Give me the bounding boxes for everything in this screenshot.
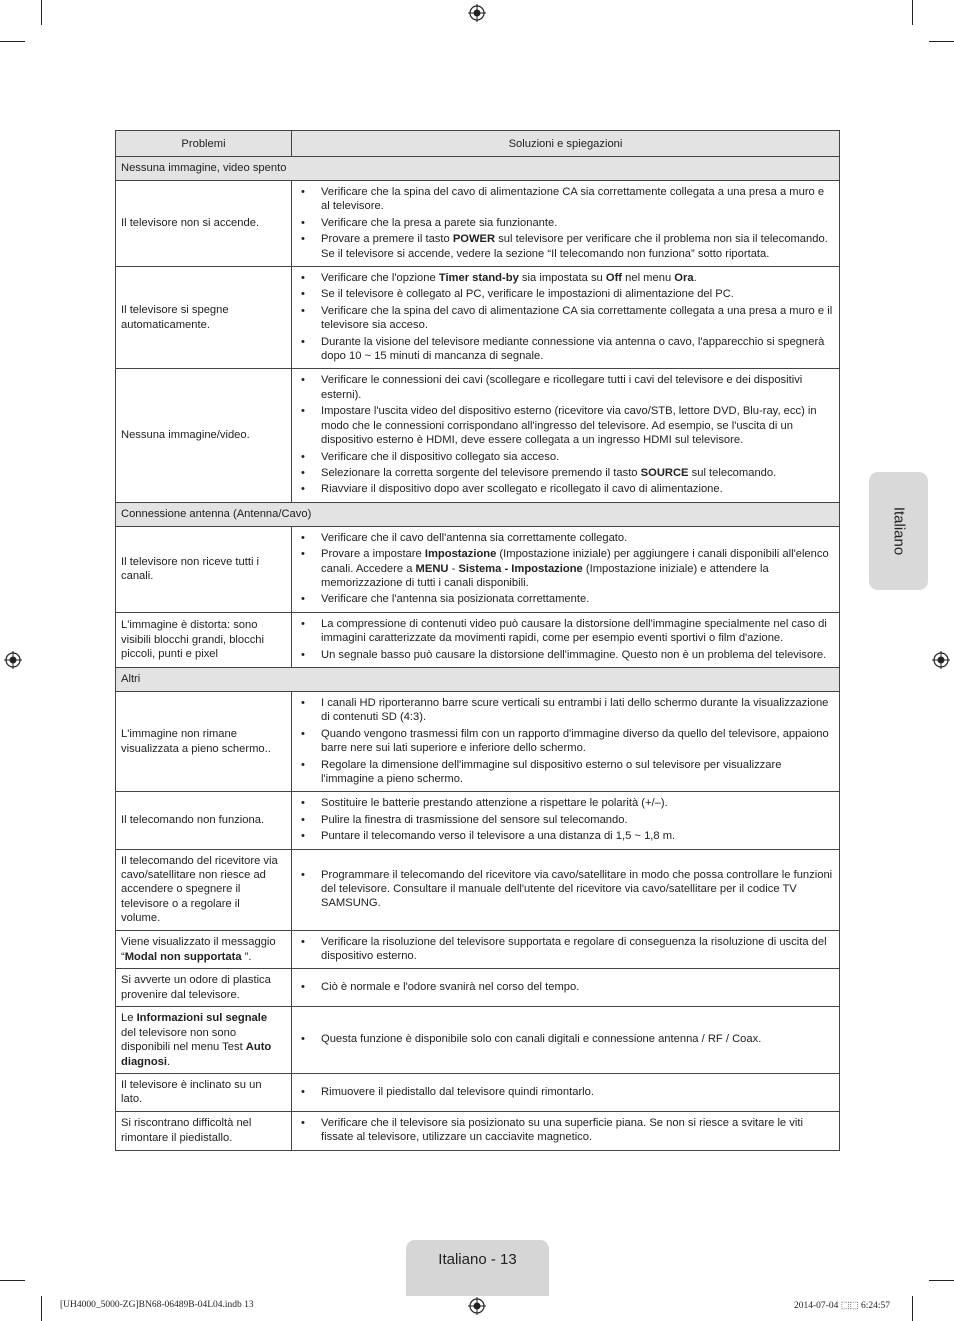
solution-text: Verificare che l'antenna sia posizionata correttamente. — [321, 593, 590, 606]
problem-text: . — [167, 1055, 171, 1068]
solution-text: Verificare le connessioni dei cavi (scollegare e ricollegare tutti i cavi del televisore e dei dispositivi esterni). — [321, 374, 803, 401]
solution-text: Verificare che la spina del cavo di alimentazione CA sia correttamente collegata a una presa a muro e al televisore. — [321, 186, 825, 213]
solution-text: Timer stand-by — [438, 272, 519, 285]
solutions-cell — [292, 849, 840, 930]
table-row — [116, 691, 840, 791]
solution-text: Provare a impostare — [321, 548, 425, 561]
solution-item — [300, 796, 834, 810]
solution-list — [300, 935, 834, 964]
problem-cell — [116, 691, 292, 791]
solutions-cell — [292, 969, 840, 1007]
table-row — [116, 526, 840, 612]
table-row — [116, 1007, 840, 1074]
crop-mark — [41, 0, 42, 25]
problem-text: Viene visualizzato il messaggio “ — [121, 936, 276, 963]
solution-list — [300, 980, 834, 994]
solution-text: Impostazione — [424, 548, 497, 561]
solution-text: Se il televisore è collegato al PC, verificare le impostazioni di alimentazione del PC. — [321, 288, 734, 301]
section-title: Nessuna immagine, video spento — [116, 157, 840, 181]
solution-list — [300, 1116, 834, 1145]
column-header-solutions: Soluzioni e spiegazioni — [292, 131, 840, 157]
problem-text: del televisore non sono disponibili nel menu Test — [121, 1026, 246, 1054]
crop-mark — [929, 41, 954, 42]
solution-item — [300, 271, 834, 285]
problem-text: Le — [121, 1012, 137, 1025]
solution-text: SOURCE — [640, 466, 689, 479]
problem-cell — [116, 1111, 292, 1150]
solutions-cell — [292, 1007, 840, 1074]
language-side-tab-label: Italiano — [890, 506, 907, 556]
table-row — [116, 1073, 840, 1111]
table-body — [116, 157, 840, 1151]
solution-list — [300, 868, 834, 911]
table-row — [116, 369, 840, 502]
solution-item — [300, 531, 834, 545]
solutions-cell — [292, 1073, 840, 1111]
problem-cell — [116, 930, 292, 969]
solution-text: MENU — [415, 562, 449, 575]
table-row — [116, 181, 840, 267]
solution-item — [300, 335, 834, 364]
page-number-tab — [406, 1240, 549, 1296]
problem-text: Il televisore si spegne automaticamente. — [121, 304, 229, 331]
problem-cell — [116, 1073, 292, 1111]
crop-mark — [912, 1296, 913, 1321]
registration-mark-icon — [468, 4, 486, 22]
section-title: Altri — [116, 667, 840, 691]
solution-text: Verificare che l'opzione — [321, 272, 439, 285]
problem-text: Il televisore non riceve tutti i canali. — [121, 555, 260, 583]
column-header-problems: Problemi — [116, 131, 292, 157]
solution-item — [300, 813, 834, 827]
solution-text: sul telecomando. — [688, 466, 777, 479]
solution-item — [300, 450, 834, 464]
solution-text: sul televisore per verificare che il problema non sia il telecomando. Se il televisore si accende, vedere la sezione “Il telecomando non funziona” sotto riportata. — [321, 233, 828, 260]
table-row — [116, 849, 840, 930]
table-row — [116, 792, 840, 849]
solution-item — [300, 304, 834, 333]
solution-item — [300, 1085, 834, 1099]
solution-text: Off — [605, 272, 623, 285]
solutions-cell — [292, 612, 840, 667]
table-row — [116, 612, 840, 667]
solution-text: Verificare che il televisore sia posizionato su una superficie piana. Se non si riesce a svitare le viti fissate al televisore, utilizzare un cacciavite magnetico. — [321, 1116, 803, 1144]
registration-mark-icon — [4, 651, 22, 669]
solution-text: Pulire la finestra di trasmissione del sensore sul telecomando. — [321, 813, 628, 826]
section-row — [116, 157, 840, 181]
solution-item — [300, 466, 834, 480]
solution-list — [300, 185, 834, 261]
solution-text: Programmare il telecomando del ricevitore via cavo/satellitare in modo che possa controllare le funzioni del televisore. Consultare il manuale dell'utente del ricevitore via cavo/satellitare per il codice TV SAMSUNG. — [321, 868, 833, 910]
solution-text: Verificare che la presa a parete sia funzionante. — [321, 216, 558, 229]
solution-text: Ora — [674, 272, 694, 285]
solution-item — [300, 216, 834, 230]
table-row — [116, 930, 840, 969]
problem-cell — [116, 969, 292, 1007]
problem-text: Il telecomando non funziona. — [121, 814, 265, 827]
solution-list — [300, 531, 834, 607]
section-title: Connessione antenna (Antenna/Cavo) — [116, 502, 840, 526]
problem-text: Si riscontrano difficoltà nel rimontare il piedistallo. — [121, 1117, 252, 1144]
solution-item — [300, 547, 834, 590]
solution-item — [300, 287, 834, 301]
solution-text: - — [448, 562, 459, 575]
problem-cell — [116, 267, 292, 369]
problem-text: Nessuna immagine/video. — [121, 429, 250, 442]
registration-mark-icon — [932, 651, 950, 669]
solution-text: Rimuovere il piedistallo dal televisore quindi rimontarlo. — [321, 1085, 594, 1098]
problem-text: ”. — [241, 950, 252, 963]
solution-text: Ciò è normale e l'odore svanirà nel corso del tempo. — [321, 981, 580, 994]
solution-list — [300, 617, 834, 662]
solution-text: POWER — [452, 233, 496, 246]
solution-item — [300, 868, 834, 911]
solution-item — [300, 232, 834, 261]
solution-list — [300, 696, 834, 786]
problem-text: Si avverte un odore di plastica provenire dal televisore. — [121, 974, 271, 1001]
solution-text: I canali HD riporteranno barre scure verticali su entrambi i lati dello schermo durante la visualizzazione di contenuti SD (4:3). — [321, 696, 829, 724]
solution-text: Riavviare il dispositivo dopo aver scollegato e ricollegato il cavo di alimentazione. — [321, 483, 723, 496]
crop-mark — [929, 1280, 954, 1281]
footer-file-info: [UH4000_5000-ZG]BN68-06489B-04L04.indb 13 — [60, 1300, 254, 1310]
language-side-tab — [869, 472, 928, 590]
solutions-cell — [292, 267, 840, 369]
crop-mark — [0, 1280, 25, 1281]
registration-mark-icon — [468, 1297, 486, 1315]
table-row — [116, 1111, 840, 1150]
solution-item — [300, 1032, 834, 1046]
problem-text: Il telecomando del ricevitore via cavo/satellitare non riesce ad accendere o spegnere il televisore o a regolare il volume. — [121, 854, 278, 925]
solution-text: Verificare che il cavo dell'antenna sia correttamente collegato. — [321, 531, 628, 544]
solutions-cell — [292, 792, 840, 849]
problem-cell — [116, 181, 292, 267]
page-number-label: Italiano - 13 — [438, 1251, 517, 1268]
solution-text: Un segnale basso può causare la distorsione dell'immagine. Questo non è un problema del televisore. — [321, 648, 827, 661]
solution-item — [300, 829, 834, 843]
problem-text: Informazioni sul segnale — [136, 1012, 268, 1025]
table-row — [116, 969, 840, 1007]
problem-text: Il televisore non si accende. — [121, 217, 260, 230]
problem-text: L'immagine è distorta: sono visibili blocchi grandi, blocchi piccoli, punti e pixel — [121, 619, 265, 661]
solution-text: Selezionare la corretta sorgente del televisore premendo il tasto — [321, 466, 641, 479]
solution-text: . — [693, 272, 697, 285]
troubleshooting-table — [115, 130, 840, 1151]
problem-cell — [116, 792, 292, 849]
solution-text: Verificare che la spina del cavo di alimentazione CA sia correttamente collegata a una presa a muro e il televisore sia acceso. — [321, 304, 833, 332]
solution-text: (Impostazione iniziale) per aggiungere i canali disponibili all'elenco canali. Accedere a — [321, 548, 829, 575]
solution-item — [300, 696, 834, 725]
solutions-cell — [292, 1111, 840, 1150]
solution-text: Quando vengono trasmessi film con un rapporto d'immagine diverso da quello del televisore, appaiono barre nere sui lati superiore e inferiore dello schermo. — [321, 727, 829, 755]
solution-list — [300, 271, 834, 363]
problem-cell — [116, 1007, 292, 1074]
solution-text: Sostituire le batterie prestando attenzione a rispettare le polarità (+/–). — [321, 797, 668, 810]
table-header-row — [116, 131, 840, 157]
table-row — [116, 267, 840, 369]
solutions-cell — [292, 691, 840, 791]
solution-text: La compressione di contenuti video può causare la distorsione dell'immagine specialmente nel caso di immagini caratterizzate da movimenti rapidi, come per esempio eventi sportivi o film d'azione. — [321, 617, 827, 645]
solutions-cell — [292, 526, 840, 612]
solution-item — [300, 1116, 834, 1145]
solution-text: (Impostazione iniziale) e attendere la memorizzazione di tutti i canali disponibili. — [321, 562, 769, 589]
problem-text: Il televisore è inclinato su un lato. — [121, 1078, 262, 1106]
crop-mark — [41, 1296, 42, 1321]
solution-text: Durante la visione del televisore mediante connessione via antenna o cavo, l'apparecchio si spegnerà dopo 10 ~ 15 minuti di mancanza di segnale. — [321, 335, 825, 363]
solution-text: nel menu — [622, 272, 675, 285]
problem-text: Modal non supportata — [124, 950, 242, 963]
crop-mark — [0, 41, 25, 42]
solution-text: Questa funzione è disponibile solo con canali digitali e connessione antenna / RF / Coax. — [321, 1033, 762, 1046]
solution-item — [300, 185, 834, 214]
problem-text: Auto diagnosi — [121, 1041, 272, 1068]
problem-cell — [116, 526, 292, 612]
solution-item — [300, 727, 834, 756]
solution-text: Regolare la dimensione dell'immagine sul dispositivo esterno o sul televisore per visualizzare l'immagine a pieno schermo. — [321, 758, 782, 785]
solution-list — [300, 796, 834, 843]
solution-list — [300, 1085, 834, 1099]
solution-item — [300, 758, 834, 787]
solution-text: Verificare la risoluzione del televisore supportata e regolare di conseguenza la risoluzione di uscita del dispositivo esterno. — [321, 935, 827, 963]
solution-item — [300, 482, 834, 496]
problem-cell — [116, 849, 292, 930]
solutions-cell — [292, 930, 840, 969]
solution-item — [300, 935, 834, 964]
solution-item — [300, 980, 834, 994]
crop-mark — [912, 0, 913, 25]
solution-text: Puntare il telecomando verso il televisore a una distanza di 1,5 ~ 1,8 m. — [321, 830, 676, 843]
problem-cell — [116, 369, 292, 502]
solution-text: Provare a premere il tasto — [321, 233, 453, 246]
footer-timestamp: 2014-07-04 ⬚⬚ 6:24:57 — [794, 1301, 891, 1311]
solution-text: Sistema - Impostazione — [458, 562, 583, 575]
solution-item — [300, 373, 834, 402]
problem-cell — [116, 612, 292, 667]
problem-text: L'immagine non rimane visualizzata a pieno schermo.. — [121, 728, 271, 755]
solution-item — [300, 404, 834, 447]
solution-list — [300, 373, 834, 496]
solutions-cell — [292, 369, 840, 502]
section-row — [116, 667, 840, 691]
solution-item — [300, 617, 834, 646]
solution-list — [300, 1032, 834, 1046]
solution-item — [300, 648, 834, 662]
solutions-cell — [292, 181, 840, 267]
section-row — [116, 502, 840, 526]
solution-text: Impostare l'uscita video del dispositivo esterno (ricevitore via cavo/STB, lettore DVD, Blu-ray, ecc) in modo che le connessioni corrispondano all'ingresso del televisore. Ad esempio, se l'uscita di un dispositivo esterno è HDMI, deve essere collegata a un ingresso HDMI sul televisore. — [321, 405, 817, 447]
solution-text: sia impostata su — [518, 272, 606, 285]
solution-text: Verificare che il dispositivo collegato sia acceso. — [321, 450, 560, 463]
solution-item — [300, 592, 834, 606]
